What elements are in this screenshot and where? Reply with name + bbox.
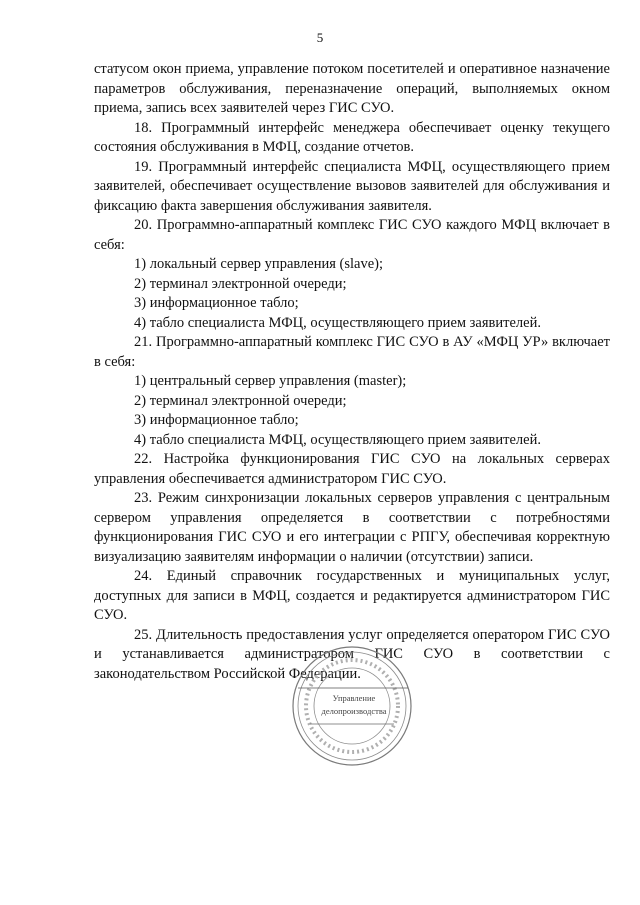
paragraph: 20. Программно-аппаратный комплекс ГИС СУО каждого МФЦ включает в себя: bbox=[94, 217, 610, 253]
paragraph: 23. Режим синхронизации локальных серверов управления с центральным сервером управления определяется в соответствии с потребностями функционирования ГИС СУО и его интеграции с РПГУ, обеспечивая корректную визуализацию заявителям информации о наличии (отсутствии) записи. bbox=[94, 490, 610, 565]
list-item: 4) табло специалиста МФЦ, осуществляющего прием заявителей. bbox=[134, 431, 541, 448]
paragraph: 18. Программный интерфейс менеджера обеспечивает оценку текущего состояния обслуживания в МФЦ, создание отчетов. bbox=[94, 119, 610, 155]
stamp-line-1: Управление bbox=[332, 693, 376, 703]
round-stamp bbox=[290, 644, 414, 768]
list-item: 3) информационное табло; bbox=[134, 412, 299, 428]
list-item: 1) центральный сервер управления (master); bbox=[134, 373, 407, 389]
list-item: 2) терминал электронной очереди; bbox=[134, 275, 347, 292]
paragraph: статусом окон приема, управление потоком посетителей и оперативное назначение параметров обслуживания, переназначение операций, выполняемых окном приема, запись всех заявителей через ГИС СУО. bbox=[94, 61, 610, 116]
stamp-seal-icon bbox=[290, 644, 414, 768]
page-number: 5 bbox=[316, 30, 324, 45]
list-item: 4) табло специалиста МФЦ, осуществляющего прием заявителей. bbox=[134, 314, 541, 331]
paragraph: 24. Единый справочник государственных и муниципальных услуг, доступных для записи в МФЦ, создается и редактируется администратором ГИС СУО. bbox=[94, 568, 610, 623]
stamp-line-2: делопроизводства bbox=[321, 706, 387, 716]
document-body bbox=[94, 60, 610, 684]
paragraph: 19. Программный интерфейс специалиста МФЦ, осуществляющего прием заявителей, обеспечивает осуществление вызовов заявителей для обслуживания и фиксацию факта завершения обслуживания заявителя. bbox=[94, 158, 610, 214]
paragraph: 25. Длительность предоставления услуг определяется оператором ГИС СУО и устанавливается администратором ГИС СУО в соответствии с законодательством Российской Федерации. bbox=[94, 626, 610, 682]
list-item: 2) терминал электронной очереди; bbox=[134, 392, 347, 409]
list-item: 1) локальный сервер управления (slave); bbox=[134, 256, 383, 272]
list-item: 3) информационное табло; bbox=[134, 295, 299, 311]
paragraph: 21. Программно-аппаратный комплекс ГИС СУО в АУ «МФЦ УР» включает в себя: bbox=[94, 334, 610, 370]
paragraph: 22. Настройка функционирования ГИС СУО на локальных серверах управления обеспечивается администратором ГИС СУО. bbox=[94, 451, 610, 487]
